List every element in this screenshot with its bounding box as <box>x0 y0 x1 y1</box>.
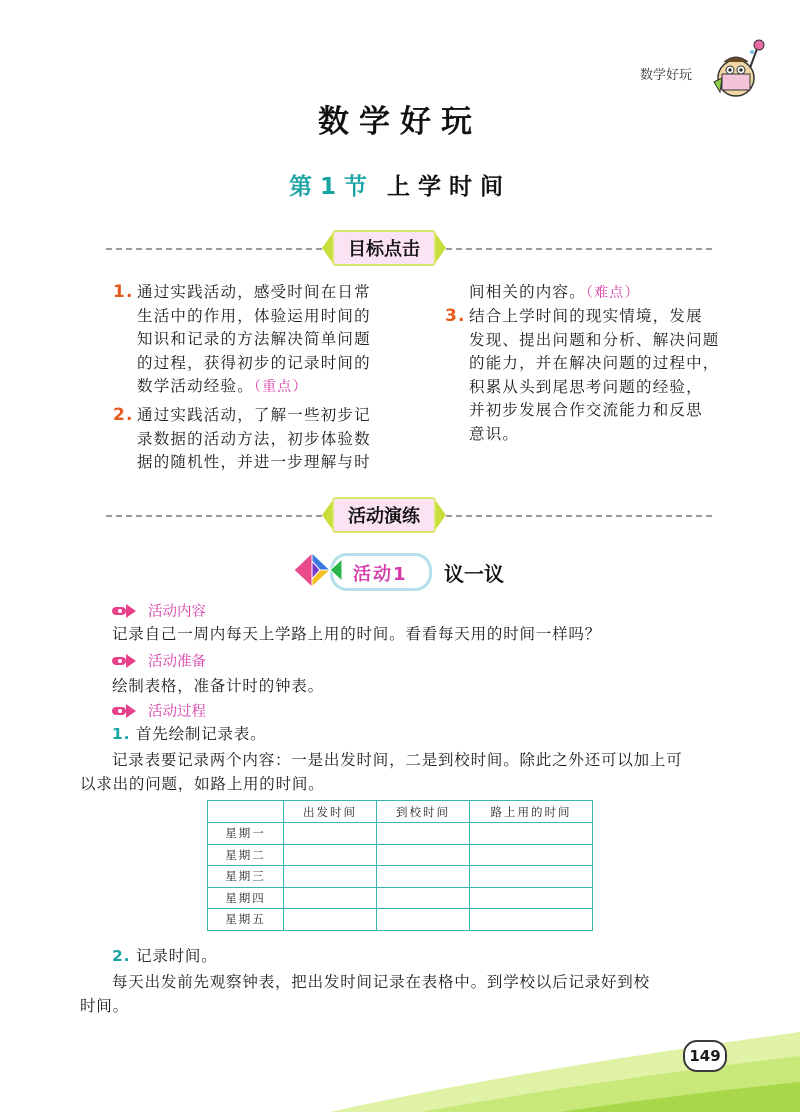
table-cell <box>377 887 470 909</box>
arrow-bullet-icon <box>112 704 142 718</box>
objective-line: 据的随机性，并进一步理解与时 <box>137 453 371 471</box>
table-cell <box>470 844 593 866</box>
objective-line: 的能力，并在解决问题的过程中， <box>469 354 720 372</box>
content-heading-text: 活动内容 <box>148 604 206 620</box>
section-number: 第 1 节 <box>288 174 368 200</box>
table-cell <box>377 823 470 845</box>
step-2-line-2: 时间。 <box>80 997 129 1015</box>
arrow-bullet-icon <box>112 654 142 668</box>
activity-subtitle: 议一议 <box>444 562 504 586</box>
objective-text: 间相关的内容。 <box>469 283 586 301</box>
objective-line: 生活中的作用，体验运用时间的 <box>137 306 371 325</box>
section-tag: 数学好玩 <box>640 68 693 83</box>
activity-pill <box>330 553 432 591</box>
table-cell <box>470 909 593 931</box>
step-title: 首先绘制记录表。 <box>136 725 267 743</box>
table-cell <box>470 887 593 909</box>
row-label: 星期四 <box>208 887 284 909</box>
section-title <box>0 168 800 201</box>
table-row <box>208 844 593 866</box>
objective-1 <box>113 281 413 400</box>
objective-line: 积累从头到尾思考问题的经验， <box>469 377 703 396</box>
table-header-cell: 出发时间 <box>284 801 377 823</box>
objectives-badge: 目标点击 <box>332 230 436 266</box>
step-1-line-2: 以求出的问题，如路上用的时间。 <box>80 775 325 793</box>
step-2-title <box>112 944 218 968</box>
objective-line: 发现、提出问题和分析、解决问题 <box>469 330 720 349</box>
step-2-line-1: 每天出发前先观察钟表，把出发时间记录在表格中。到学校以后记录好到校 <box>112 973 650 991</box>
table-cell <box>377 866 470 888</box>
objective-line: 结合上学时间的现实情境，发展 <box>469 307 703 325</box>
table-cell <box>284 823 377 845</box>
table-header-cell: 到校时间 <box>377 801 470 823</box>
badge-arrow-left-icon <box>322 501 332 529</box>
section-name: 上学时间 <box>387 174 512 200</box>
objective-line: 通过实践活动，感受时间在日常 <box>137 283 371 301</box>
table-cell <box>284 866 377 888</box>
objective-line <box>137 375 413 400</box>
objective-2-continued <box>445 281 745 306</box>
objective-number: 3. <box>445 306 466 326</box>
row-label: 星期二 <box>208 844 284 866</box>
objective-line: 通过实践活动，了解一些初步记 <box>137 406 371 424</box>
record-table <box>207 800 593 931</box>
step-1-line-1: 记录表要记录两个内容：一是出发时间，二是到校时间。除此之外还可以加上可 <box>112 751 683 769</box>
table-cell <box>470 823 593 845</box>
prep-heading <box>112 650 206 671</box>
tangram-fish-icon <box>292 551 344 589</box>
table-cell <box>470 866 593 888</box>
page-number: 149 <box>683 1040 727 1072</box>
process-heading-text: 活动过程 <box>148 704 206 720</box>
table-header-cell <box>208 801 284 823</box>
activity-label-text: 活动1 <box>353 564 408 585</box>
objective-text: 数学活动经验。 <box>137 377 254 395</box>
table-header-row <box>208 801 593 823</box>
step-1-title <box>112 722 266 746</box>
footer-wave-decoration <box>0 1010 800 1112</box>
table-cell <box>284 909 377 931</box>
objective-line: 并初步发展合作交流能力和反思 <box>469 401 703 419</box>
prep-heading-text: 活动准备 <box>148 654 206 670</box>
objective-3 <box>445 305 745 446</box>
content-text: 记录自己一周内每天上学路上用的时间。看看每天用的时间一样吗？ <box>112 625 602 643</box>
objective-line: 意识。 <box>469 424 520 443</box>
mascot-illustration <box>710 38 766 100</box>
objective-line: 知识和记录的方法解决简单问题 <box>137 330 371 348</box>
step-title: 记录时间。 <box>136 947 218 965</box>
page-title: 数学好玩 <box>318 104 482 140</box>
badge-arrow-left-icon <box>322 234 332 262</box>
content-heading <box>112 600 206 621</box>
table-row <box>208 909 593 931</box>
table-cell <box>377 844 470 866</box>
objective-number: 1. <box>113 282 134 302</box>
row-label: 星期三 <box>208 866 284 888</box>
table-row <box>208 887 593 909</box>
arrow-bullet-icon <box>112 604 142 618</box>
process-heading <box>112 700 206 721</box>
table-cell <box>284 887 377 909</box>
objective-line: 的过程，获得初步的记录时间的 <box>137 353 371 372</box>
row-label: 星期一 <box>208 823 284 845</box>
table-header-cell: 路上用的时间 <box>470 801 593 823</box>
difficulty-tag: （难点） <box>585 285 640 301</box>
table-cell <box>377 909 470 931</box>
key-point-tag: （重点） <box>253 379 308 395</box>
practice-badge-wrap <box>322 498 446 532</box>
prep-text: 绘制表格，准备计时的钟表。 <box>112 677 324 695</box>
table-row <box>208 866 593 888</box>
step-number: 1. <box>112 725 131 743</box>
objectives-badge-wrap <box>322 231 446 265</box>
row-label: 星期五 <box>208 909 284 931</box>
practice-badge: 活动演练 <box>332 497 436 533</box>
badge-arrow-right-icon <box>436 234 446 262</box>
objective-number: 2. <box>113 405 134 425</box>
step-number: 2. <box>112 947 131 965</box>
objective-line: 录数据的活动方法，初步体验数 <box>137 429 371 448</box>
table-row <box>208 823 593 845</box>
table-cell <box>284 844 377 866</box>
activity-label <box>292 551 432 589</box>
badge-arrow-right-icon <box>436 501 446 529</box>
objective-2 <box>113 404 413 475</box>
